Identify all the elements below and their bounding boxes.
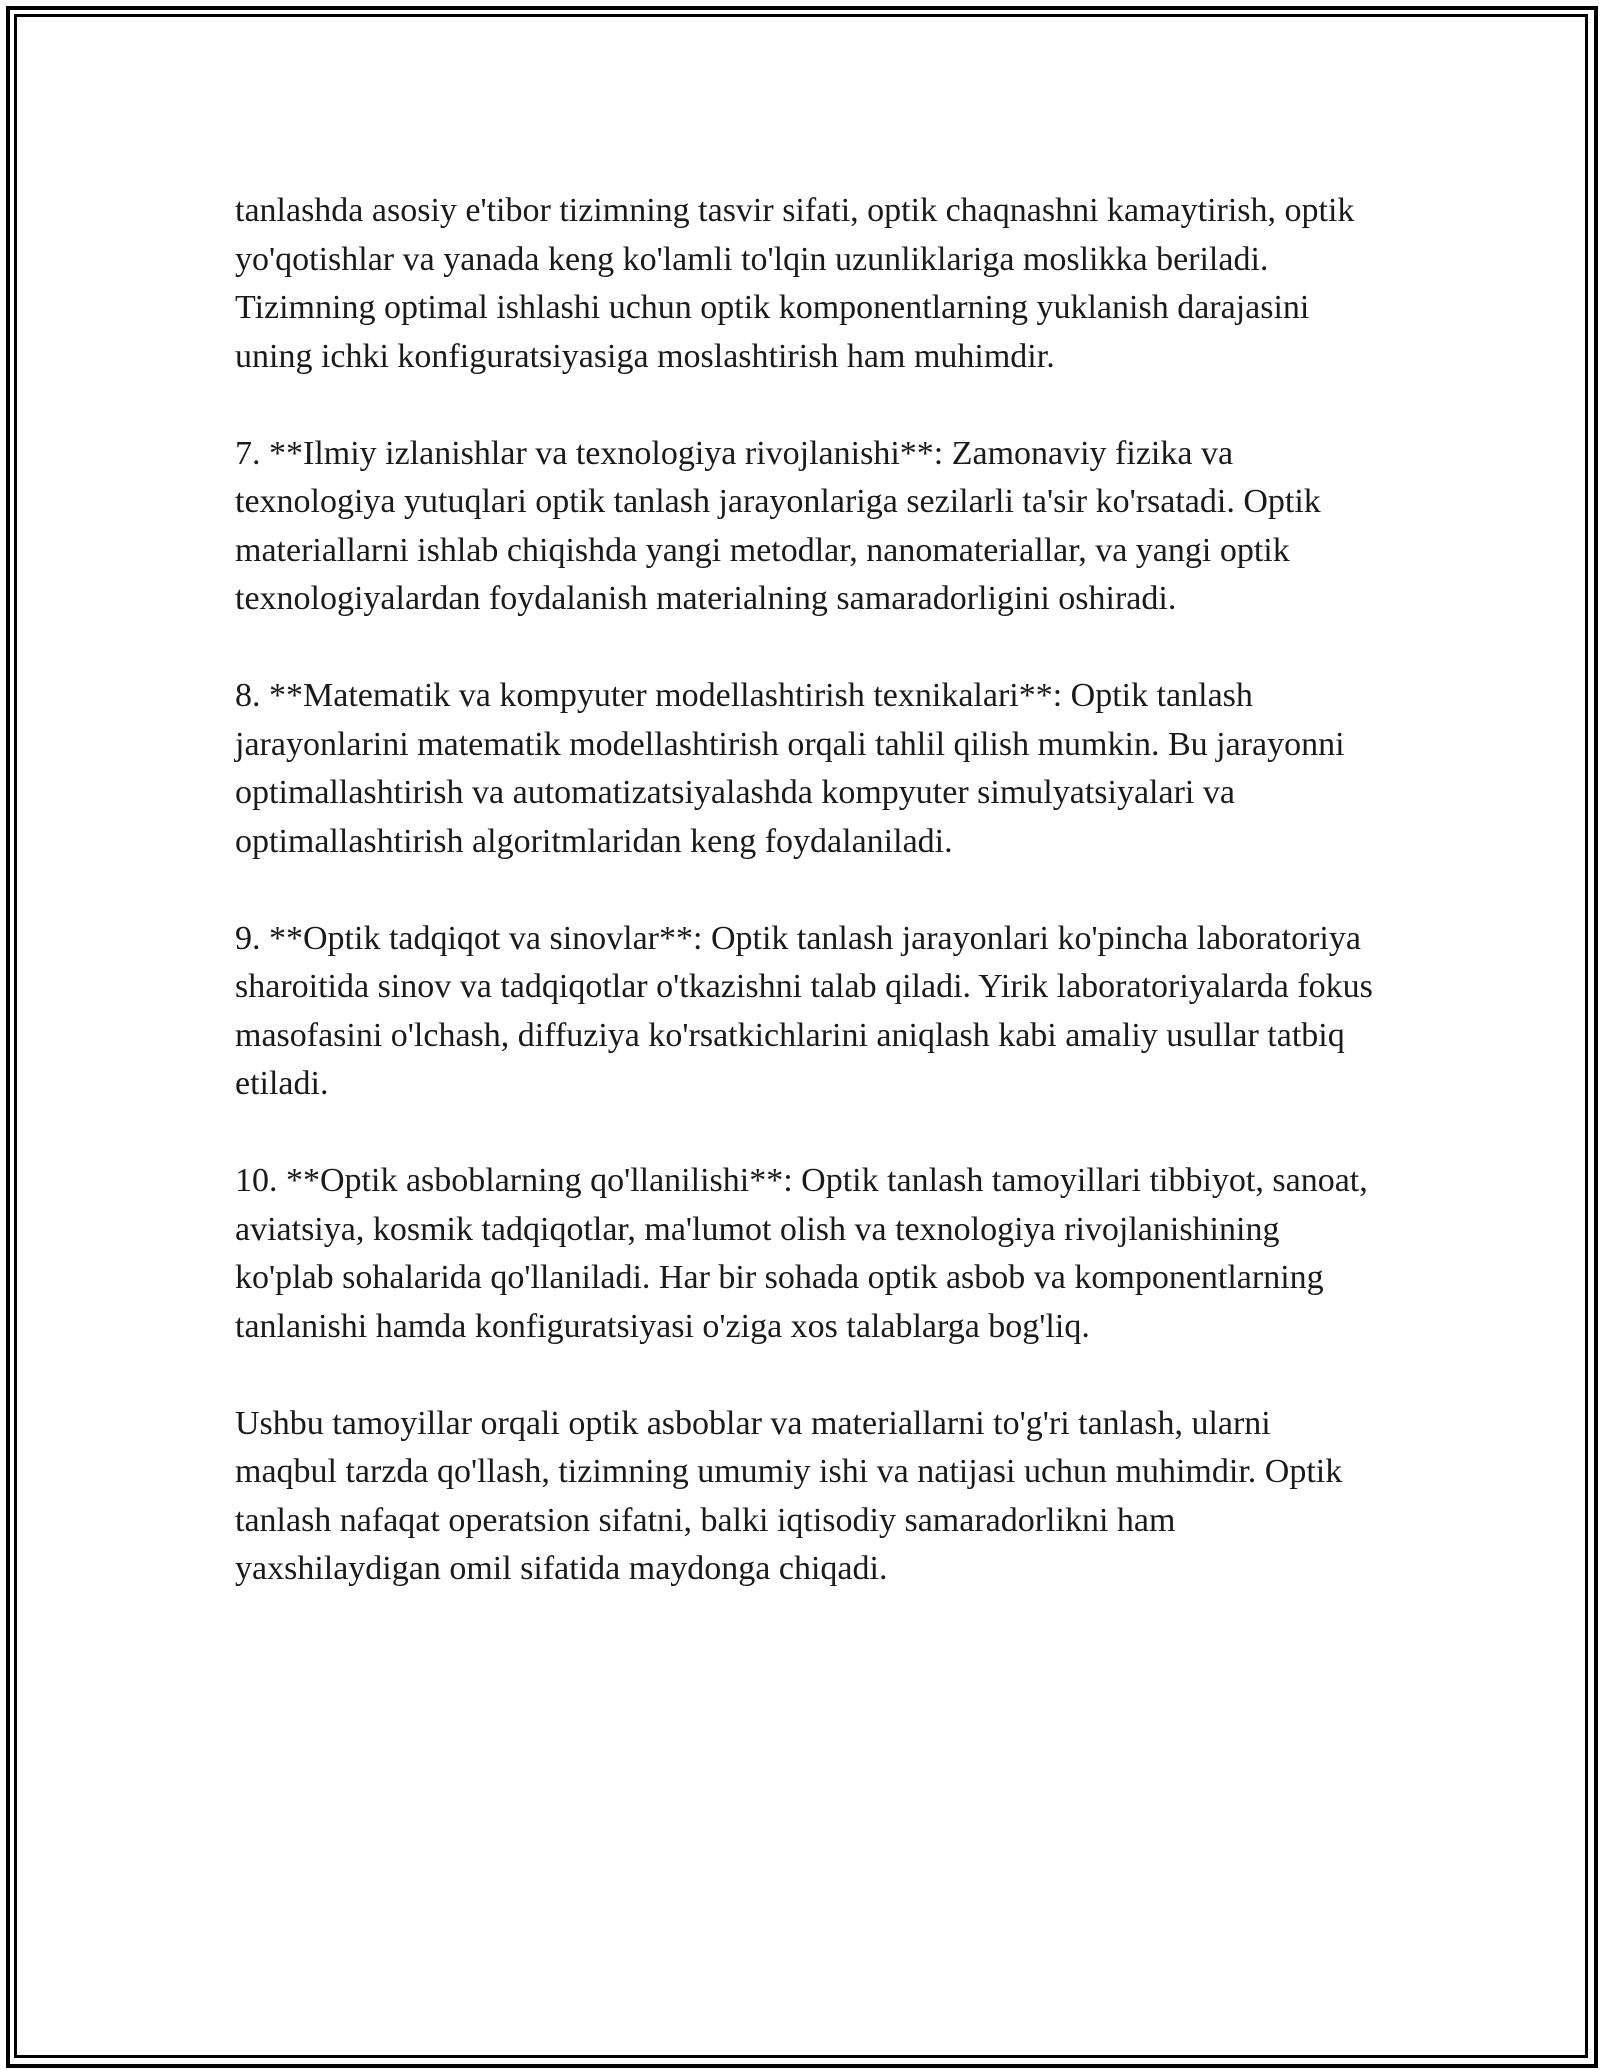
paragraph-item-7: 7. **Ilmiy izlanishlar va texnologiya rivojlanishi**: Zamonaviy fizika va texnologiya yutuqlari optik tanlash jarayonlariga sezilarli ta'sir ko'rsatadi. Optik materiallarni ishlab chiqishda yangi metodlar, nanomateriallar, va yangi optik texnologiyalardan foydalanish materialning samaradorligini oshiradi. xyxy=(235,434,1321,617)
paragraph-conclusion: Ushbu tamoyillar orqali optik asboblar va materiallarni to'g'ri tanlash, ularni maqbul tarzda qo'llash, tizimning umumiy ishi va natijasi uchun muhimdir. Optik tanlash nafaqat operatsion sifatni, balki iqtisodiy samaradorlikni ham yaxshilaydigan omil sifatida maydonga chiqadi. xyxy=(235,1404,1343,1587)
document-body xyxy=(235,187,1375,1642)
paragraph-item-8: 8. **Matematik va kompyuter modellashtirish texnikalari**: Optik tanlash jarayonlarini matematik modellashtirish orqali tahlil qilish mumkin. Bu jarayonni optimallashtirish va automatizatsiyalashda kompyuter simulyatsiyalari va optimallashtirish algoritmlaridan keng foydalaniladi. xyxy=(235,677,1345,860)
paragraph-item-9: 9. **Optik tadqiqot va sinovlar**: Optik tanlash jarayonlari ko'pincha laboratoriya sharoitida sinov va tadqiqotlar o'tkazishni talab qiladi. Yirik laboratoriyalarda fokus masofasini o'lchash, diffuziya ko'rsatkichlarini aniqlash kabi amaliy usullar tatbiq etiladi. xyxy=(235,919,1373,1102)
paragraph-item-10: 10. **Optik asboblarning qo'llanilishi**: Optik tanlash tamoyillari tibbiyot, sanoat, aviatsiya, kosmik tadqiqotlar, ma'lumot olish va texnologiya rivojlanishining ko'plab sohalarida qo'llaniladi. Har bir sohada optik asbob va komponentlarning tanlanishi hamda konfiguratsiyasi o'ziga xos talablarga bog'liq. xyxy=(235,1162,1368,1345)
paragraph-intro-continuation: tanlashda asosiy e'tibor tizimning tasvir sifati, optik chaqnashni kamaytirish, optik yo'qotishlar va yanada keng ko'lamli to'lqin uzunliklariga moslikka beriladi. Tizimning optimal ishlashi uchun optik komponentlarning yuklanish darajasini uning ichki konfiguratsiyasiga moslashtirish ham muhimdir. xyxy=(235,192,1355,375)
